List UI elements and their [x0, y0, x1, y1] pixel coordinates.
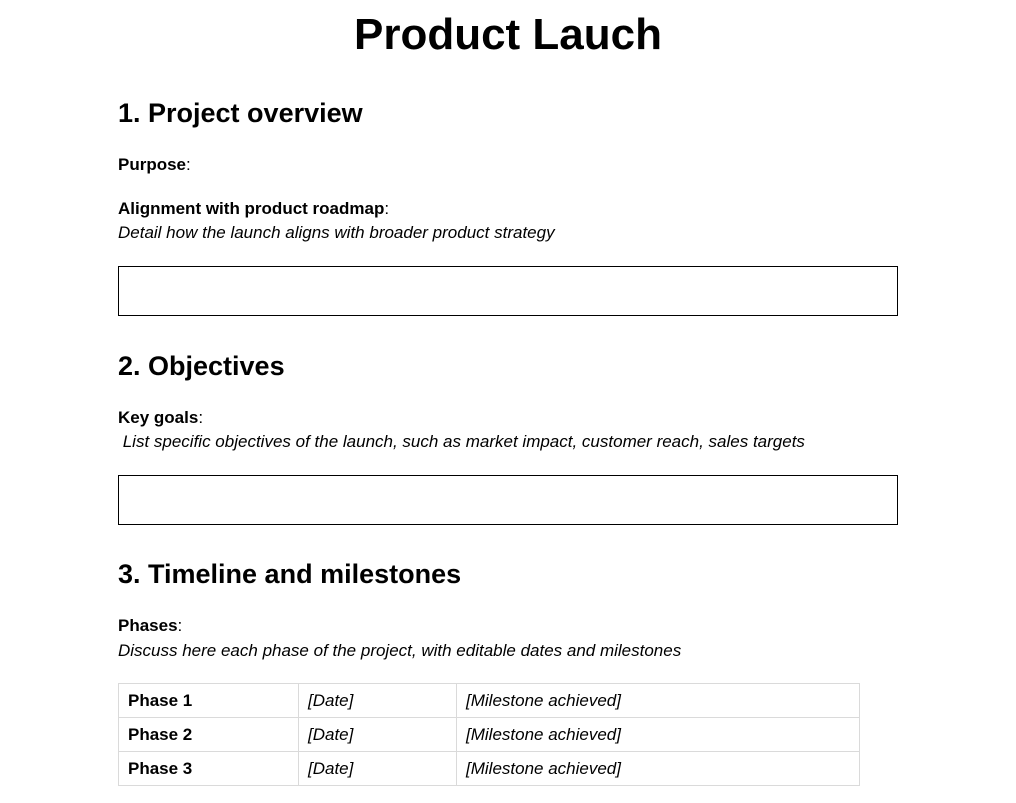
phases-field	[118, 615, 182, 637]
key-goals-text-box[interactable]	[118, 475, 898, 525]
key-goals-label: Key goals	[118, 408, 199, 427]
milestone-cell[interactable]: [Milestone achieved]	[457, 718, 860, 752]
date-cell[interactable]: [Date]	[299, 718, 457, 752]
section-heading-objectives: 2. Objectives	[118, 351, 285, 381]
phase-cell[interactable]: Phase 2	[119, 718, 299, 752]
purpose-label: Purpose	[118, 155, 187, 174]
alignment-label: Alignment with product roadmap	[118, 199, 385, 218]
alignment-hint: Detail how the launch aligns with broader product strategy	[118, 223, 555, 242]
key-goals-hint: List specific objectives of the launch, such as market impact, customer reach, sales targets	[118, 432, 805, 451]
key-goals-field	[118, 407, 203, 429]
alignment-separator: :	[384, 199, 390, 218]
key-goals-separator: :	[198, 408, 204, 427]
table-row	[119, 718, 860, 752]
table-row	[119, 684, 860, 718]
purpose-field	[118, 154, 191, 176]
document-title: Product Lauch	[353, 10, 663, 59]
alignment-field	[118, 198, 389, 220]
phase-cell[interactable]: Phase 1	[119, 684, 299, 718]
phases-hint: Discuss here each phase of the project, with editable dates and milestones	[118, 641, 682, 660]
phases-label: Phases	[118, 616, 178, 635]
date-cell[interactable]: [Date]	[299, 752, 457, 786]
phase-cell[interactable]: Phase 3	[119, 752, 299, 786]
alignment-text-box[interactable]	[118, 266, 898, 316]
purpose-separator: :	[186, 155, 191, 174]
phases-table	[118, 683, 860, 786]
section-heading-project-overview: 1. Project overview	[118, 98, 363, 128]
milestone-cell[interactable]: [Milestone achieved]	[457, 684, 860, 718]
table-row	[119, 752, 860, 786]
date-cell[interactable]: [Date]	[299, 684, 457, 718]
section-heading-timeline: 3. Timeline and milestones	[118, 559, 462, 589]
phases-separator: :	[177, 616, 183, 635]
milestone-cell[interactable]: [Milestone achieved]	[457, 752, 860, 786]
